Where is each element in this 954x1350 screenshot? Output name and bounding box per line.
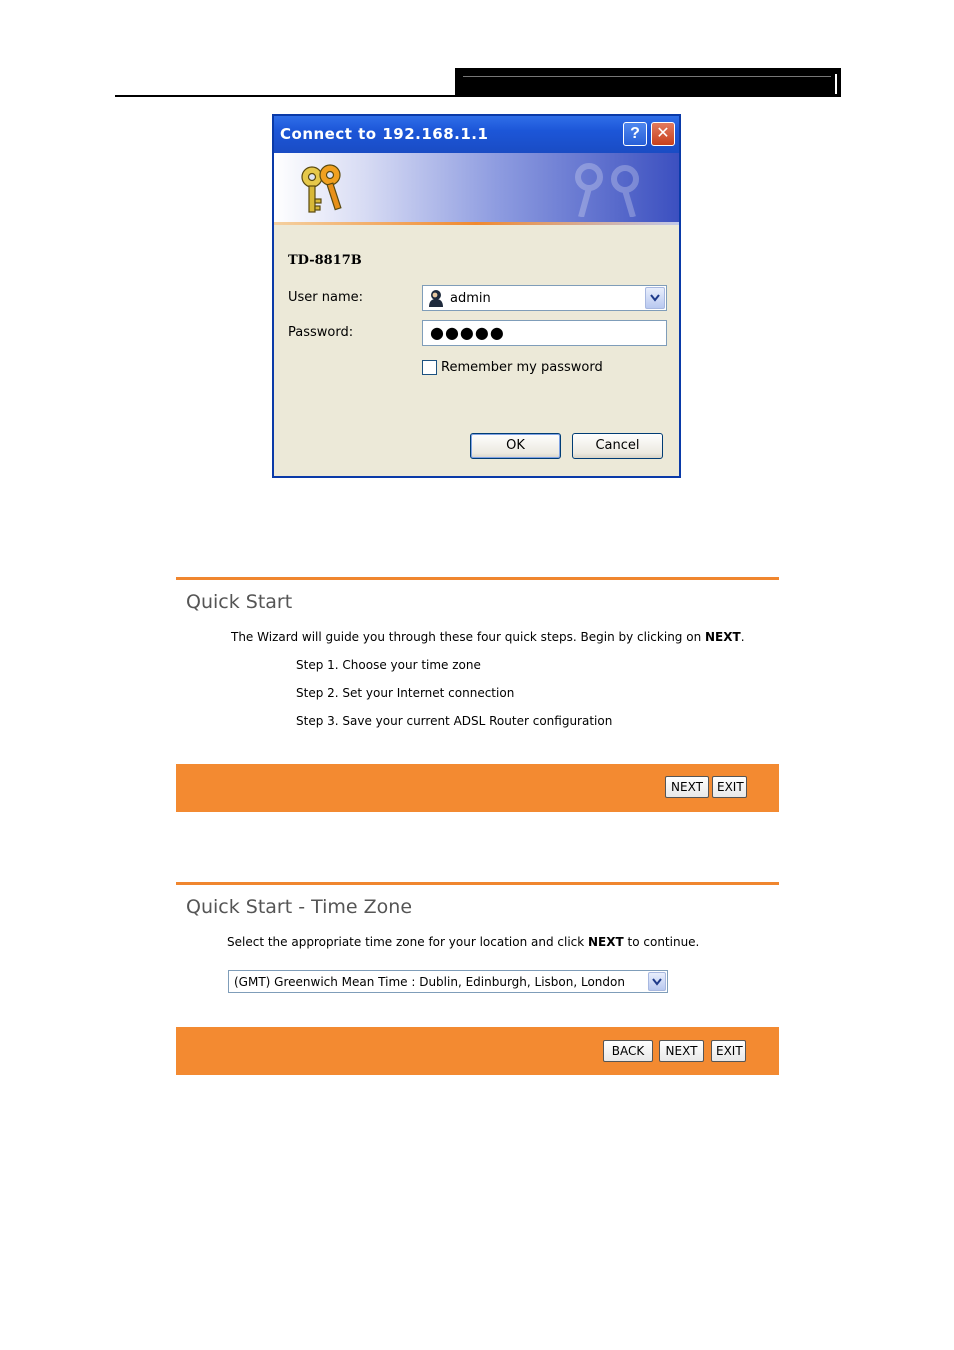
password-field[interactable] [422,320,667,346]
time-zone-panel [176,882,779,1076]
intro-text: The Wizard will guide you through these four quick steps. Begin by clicking on [231,630,705,644]
username-dropdown-button[interactable] [645,287,665,309]
dialog-titlebar [274,116,679,153]
keys-icon [294,161,354,217]
page-title: Quick Start [186,591,293,613]
exit-button[interactable]: EXIT [711,1040,746,1062]
step-3: Step 3. Save your current ADSL Router configuration [296,714,613,728]
step-2: Step 2. Set your Internet connection [296,686,515,700]
username-value: admin [450,291,491,306]
remember-password-label[interactable]: Remember my password [441,360,603,375]
login-dialog [272,114,681,478]
header-tick [835,74,837,94]
page-title: Quick Start - Time Zone [186,896,413,918]
instruction-text: Select the appropriate time zone for your location and click [227,935,589,949]
close-icon[interactable]: ✕ [651,122,675,146]
cancel-button[interactable]: Cancel [572,433,663,459]
chevron-down-icon [650,294,660,302]
wizard-intro [231,630,745,644]
next-button[interactable]: NEXT [665,776,709,798]
ok-button[interactable]: OK [470,433,561,459]
instruction-suffix: to continue. [623,935,700,949]
time-zone-dropdown-button[interactable] [648,972,666,991]
page-header-bar [455,68,841,97]
user-icon [428,289,444,307]
password-value: ●●●●● [430,323,505,342]
quick-start-panel [176,577,779,813]
dialog-title: Connect to 192.168.1.1 [280,125,489,143]
step-1: Step 1. Choose your time zone [296,658,481,672]
password-label: Password: [288,325,354,340]
action-bar [176,764,779,812]
time-zone-select[interactable] [228,970,668,993]
banner-stripe [274,222,679,225]
chevron-down-icon [652,978,662,986]
instruction-next-keyword: NEXT [588,935,624,949]
header-inner-rule [463,76,831,77]
remember-password-checkbox[interactable] [422,360,437,375]
back-button[interactable]: BACK [603,1040,653,1062]
username-label: User name: [288,290,364,305]
dialog-banner [274,153,679,225]
intro-suffix: . [740,630,745,644]
panel-top-rule [176,577,779,580]
panel-top-rule [176,882,779,885]
next-button[interactable]: NEXT [659,1040,704,1062]
username-combobox[interactable] [422,285,667,311]
device-name: TD-8817B [288,253,362,268]
selected-time-zone: (GMT) Greenwich Mean Time : Dublin, Edinburgh, Lisbon, London [234,975,625,989]
action-bar [176,1027,779,1075]
watermark-keys-icon [559,161,659,217]
page-header-rule [115,95,841,97]
intro-next-keyword: NEXT [705,630,741,644]
time-zone-instruction [227,935,699,949]
help-icon[interactable]: ? [623,122,647,146]
exit-button[interactable]: EXIT [712,776,747,798]
